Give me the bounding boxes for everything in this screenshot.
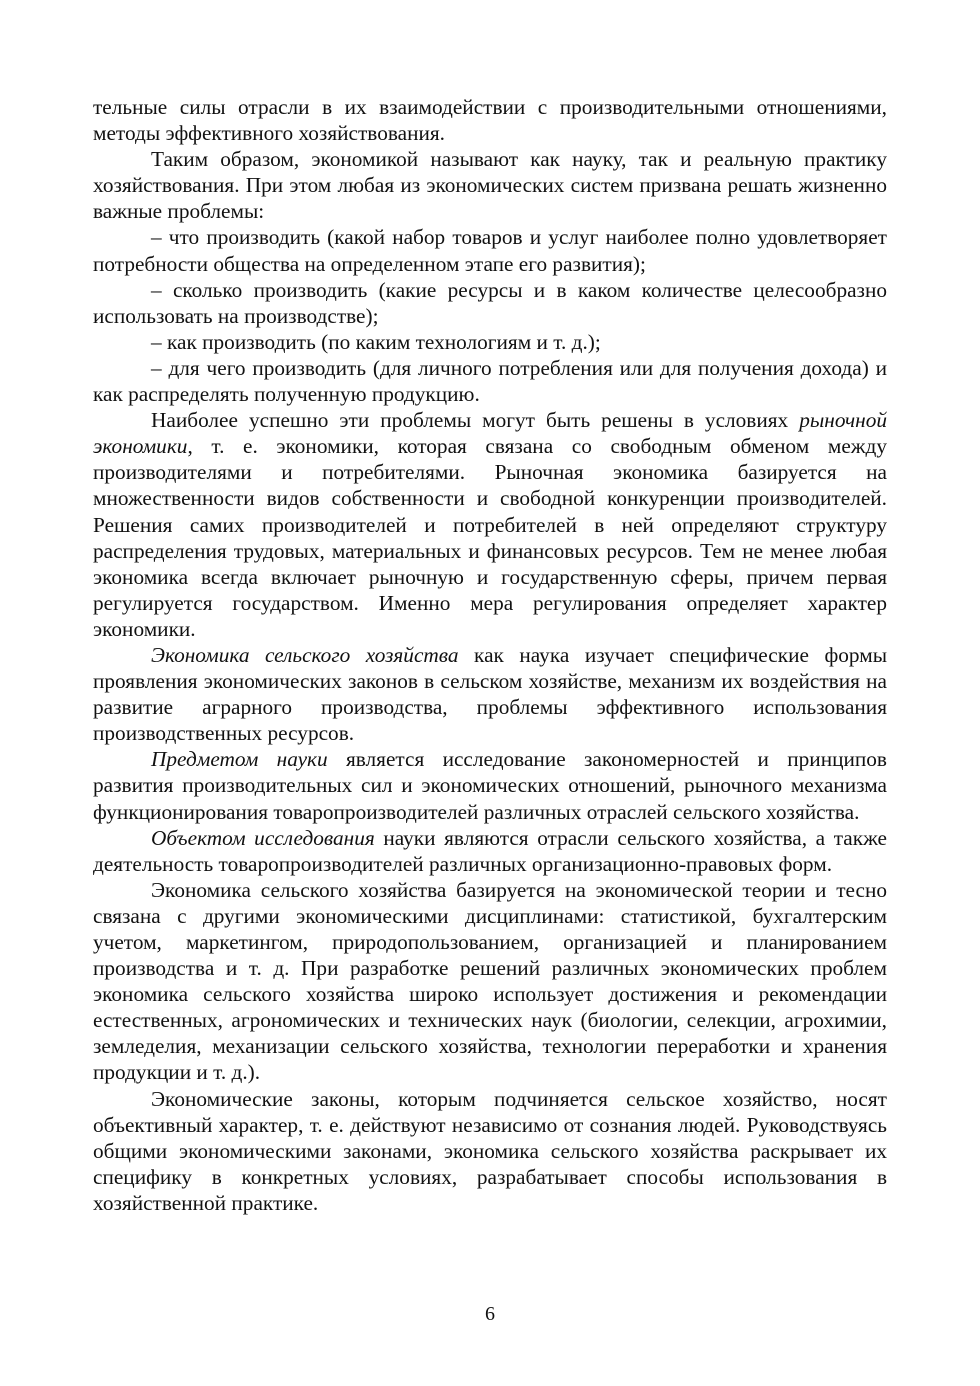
paragraph-text: , т. е. экономики, которая связана со свободным обменом между производителями и потребителями. Рыночная экономика базируется на множественности видов собственности и свободной конкуренции производителей. Решения самих производителей и потребителей в ней определяют структуру распределения трудовых, материальных и финансовых ресурсов. Тем не менее любая экономика всегда включает рыночную и государственную сферы, причем первая регулируется государством. Именно мера регулирования определяет характер экономики. bbox=[93, 434, 887, 641]
list-item-what-to-produce: – что производить (какой набор товаров и услуг наиболее полно удовлетворяет потребности общества на определенном этапе его развития); bbox=[93, 225, 887, 276]
italic-term-market-economy: рыночной экономики bbox=[93, 408, 887, 459]
paragraph-text: Наиболее успешно эти проблемы могут быть решены в условиях bbox=[151, 408, 800, 433]
italic-term-subject-of-science: Предметом науки bbox=[151, 747, 328, 772]
paragraph-text: как наука изучает специфические формы проявления экономических законов в сельском хозяйстве, механизм их воздействия на развитие аграрного производства, проблемы эффективного использования производственных ресурсов. bbox=[93, 642, 888, 746]
paragraph-text: является исследование закономерностей и принципов развития производительных сил и экономических отношений, рыночного механизма функционирования товаропроизводителей различных отраслей сельского хозяйства. bbox=[93, 747, 887, 824]
italic-term-object-of-research: Объектом исследования bbox=[151, 825, 375, 850]
list-item-how-much-to-produce: – сколько производить (какие ресурсы и в каком количестве целесообразно использовать на производстве); bbox=[93, 277, 887, 328]
paragraph-text: науки являются отрасли сельского хозяйства, а также деятельность товаропроизводителей различных организационно-правовых форм. bbox=[93, 825, 887, 876]
paragraph-market-economy bbox=[93, 407, 887, 642]
page-body bbox=[93, 94, 887, 1216]
paragraph-object-of-research bbox=[93, 825, 887, 877]
list-item-how-to-produce: – как производить (по каким технологиям и т. д.); bbox=[151, 329, 601, 354]
paragraph-related-disciplines: Экономика сельского хозяйства базируется на экономической теории и тесно связана с другими экономическими дисциплинами: статистикой, бухгалтерским учетом, маркетингом, природопользованием, организацией и планированием производства и т. д. При разработке решений различных экономических проблем экономика сельского хозяйства широко использует достижения и рекомендации естественных, агрономических и технических наук (биологии, селекции, агрохимии, земледелия, механизации сельского хозяйства, технологии переработки и хранения продукции и т. д.). bbox=[93, 877, 887, 1085]
page-number: 6 bbox=[485, 1303, 495, 1325]
paragraph-continuation: тельные силы отрасли в их взаимодействии с производительными отношениями, методы эффективного хозяйствования. bbox=[93, 95, 887, 146]
list-item-for-whom-to-produce: – для чего производить (для личного потребления или для получения дохода) и как распределять полученную продукцию. bbox=[93, 355, 887, 407]
paragraph-agricultural-economics bbox=[93, 642, 887, 746]
paragraph-subject-of-science bbox=[93, 746, 887, 824]
italic-term-agricultural-economics: Экономика сельского хозяйства bbox=[151, 642, 459, 667]
paragraph-economic-laws: Экономические законы, которым подчиняется сельское хозяйство, носят объективный характер, т. е. действуют независимо от сознания людей. Руководствуясь общими экономическими законами, экономика сельского хозяйства раскрывает их специфику в конкретных условиях, разрабатывает способы использования в хозяйственной практике. bbox=[93, 1086, 887, 1215]
paragraph-economics-definition: Таким образом, экономикой называют как науку, так и реальную практику хозяйствования. При этом любая из экономических систем призвана решать жизненно важные проблемы: bbox=[93, 147, 887, 224]
